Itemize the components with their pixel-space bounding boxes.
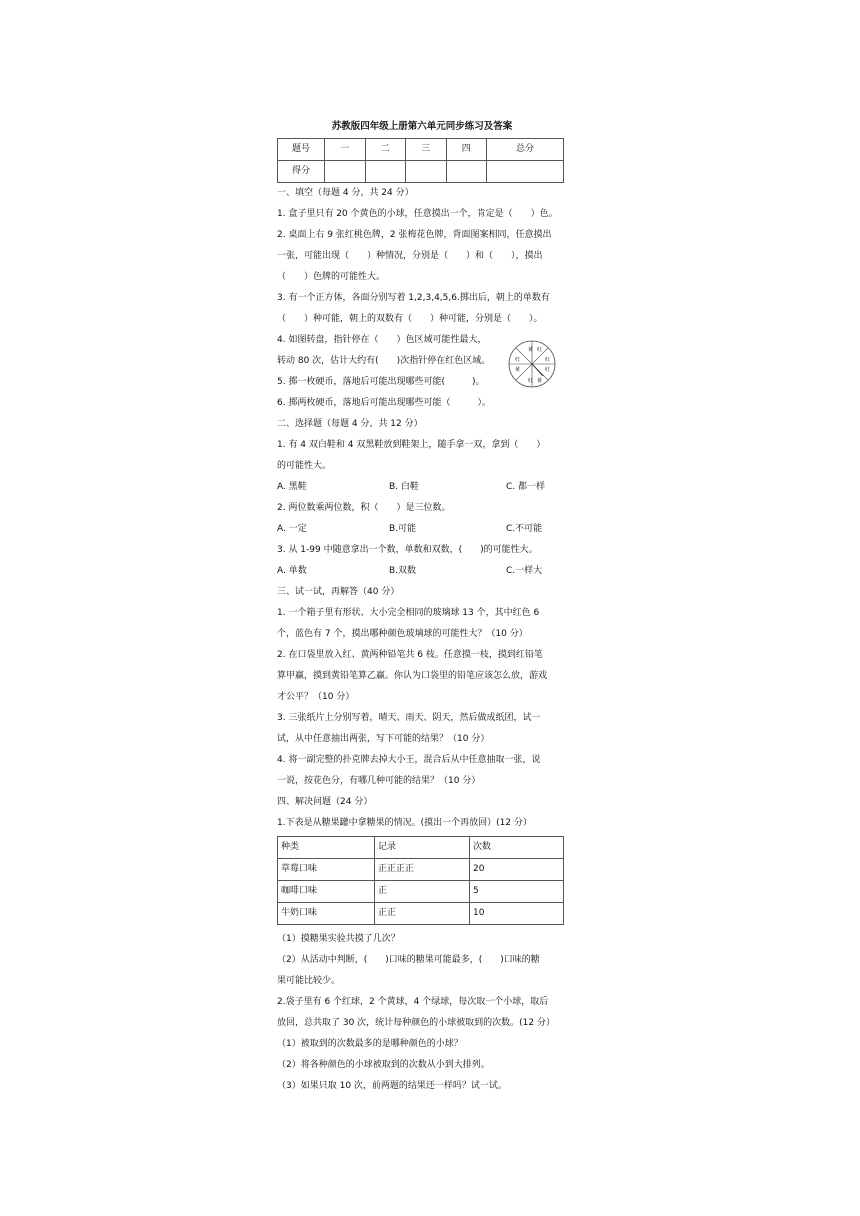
fill-question-1: 1. 盒子里只有 20 个黄色的小球，任意摸出一个，肯定是（ ）色。: [277, 209, 558, 219]
choice-option: A. 一定: [277, 524, 307, 534]
fill-question-3-line-1: 3. 有一个正方体，各面分别写着 1,2,3,4,5,6.掷出后，朝上的单数有: [277, 293, 550, 303]
candy-header-cell: 次数: [470, 837, 564, 859]
score-row-label: 得分: [278, 161, 325, 183]
try-question-1-line-2: 个，蓝色有 7 个，摸出哪种颜色玻璃球的可能性大？（10 分）: [277, 629, 528, 639]
score-cell: [406, 161, 447, 183]
score-header-cell: 题号: [278, 139, 325, 161]
choice-option: A. 单数: [277, 566, 307, 576]
candy-count-cell: 20: [470, 859, 564, 881]
try-question-4-line-1: 4. 将一副完整的扑克牌去掉大小王，混合后从中任意抽取一张，说: [277, 755, 541, 765]
candy-tally-cell: 正正: [375, 903, 470, 925]
score-table: [277, 138, 564, 183]
candy-flavor-cell: 牛奶口味: [278, 903, 375, 925]
fill-question-2-line-2: 一张，可能出现（ ）种情况，分别是（ ）和（ ），摸出: [277, 251, 543, 261]
solve-question-2-line-2: 放回，总共取了 30 次，统计每种颜色的小球被取到的次数。(12 分）: [277, 1018, 555, 1028]
table-row: [278, 859, 564, 881]
solve-question-2-sub-3: （3）如果只取 10 次，前两题的结果还一样吗？试一试。: [277, 1081, 507, 1091]
score-cell: [446, 161, 487, 183]
score-cell: [325, 161, 366, 183]
solve-question-2-sub-2: （2）将各种颜色的小球被取到的次数从小到大排列。: [277, 1060, 490, 1070]
try-question-3-line-1: 3. 三张纸片上分别写着，晴天、雨天、阴天，然后做成纸团，试一: [277, 713, 541, 723]
choice-question-3-options: [277, 561, 567, 582]
try-question-2-line-3: 才公平？（10 分）: [277, 692, 355, 702]
choice-option: B. 白鞋: [389, 482, 419, 492]
candy-tally-cell: 正正正正: [375, 859, 470, 881]
spinner-label: 黄: [537, 378, 543, 384]
table-row: [278, 881, 564, 903]
choice-option: C.一样大: [506, 566, 543, 576]
solve-question-1: 1.下表是从糖果罐中拿糖果的情况。(摸出一个再放回）(12 分）: [277, 818, 532, 828]
try-question-2-line-1: 2. 在口袋里放入红、黄两种铅笔共 6 枝。任意摸一枝，摸到红铅笔: [277, 650, 543, 660]
score-header-cell: 四: [446, 139, 487, 161]
fill-question-4-line-2: 转动 80 次，估计大约有( )次指针停在红色区域。: [277, 356, 491, 366]
solve-question-1-sub-2-line-1: （2）从活动中判断，( )口味的糖果可能最多，( )口味的糖: [277, 955, 540, 965]
worksheet: [277, 118, 567, 1097]
score-cell: [365, 161, 406, 183]
candy-flavor-cell: 咖啡口味: [278, 881, 375, 903]
choice-option: B.可能: [389, 524, 417, 534]
score-cell: [487, 161, 564, 183]
try-question-2-line-2: 算甲赢，摸到黄铅笔算乙赢。你认为口袋里的铅笔应该怎么放，游戏: [277, 671, 548, 681]
try-question-3-line-2: 试，从中任意抽出两张，写下可能的结果？（10 分）: [277, 734, 490, 744]
worksheet-title: 苏教版四年级上册第六单元同步练习及答案: [331, 121, 513, 132]
choice-question-1-line-2: 的可能性大。: [277, 461, 332, 471]
try-question-1-line-1: 1. 一个箱子里有形状、大小完全相同的玻璃球 13 个，其中红色 6: [277, 608, 540, 618]
choice-question-2-options: [277, 519, 567, 540]
score-header-cell: 总分: [487, 139, 564, 161]
candy-count-cell: 10: [470, 903, 564, 925]
try-question-4-line-2: 一说，按花色分，有哪几种可能的结果？（10 分）: [277, 776, 481, 786]
candy-header-cell: 种类: [278, 837, 375, 859]
score-header-cell: 三: [406, 139, 447, 161]
candy-table-header-row: [278, 837, 564, 859]
candy-flavor-cell: 草莓口味: [278, 859, 375, 881]
section-heading-try: 三、试一试，再解答（40 分）: [277, 587, 400, 597]
candy-count-cell: 5: [470, 881, 564, 903]
solve-question-2-line-1: 2.袋子里有 6 个红球，2 个黄球，4 个绿球，每次取一个小球，取后: [277, 997, 549, 1007]
spinner-diagram: [507, 339, 557, 389]
fill-question-3-line-2: （ ）种可能，朝上的双数有（ ）种可能，分别是（ ）。: [277, 314, 543, 324]
choice-option: A. 黑鞋: [277, 482, 307, 492]
fill-question-5: 5. 掷一枚硬币，落地后可能出现哪些可能( )。: [277, 377, 485, 387]
choice-option: C.不可能: [506, 524, 543, 534]
choice-question-1-options: [277, 477, 567, 498]
score-header-cell: 二: [365, 139, 406, 161]
score-table-header-row: [278, 139, 564, 161]
spinner-label: 红: [545, 357, 551, 363]
section-heading-solve: 四、解决问题（24 分）: [277, 797, 373, 807]
fill-question-2-line-3: （ ）色牌的可能性大。: [277, 272, 386, 282]
spinner-label: 红: [545, 367, 551, 373]
solve-question-1-sub-1: （1）摸糖果实验共摸了几次？: [277, 934, 400, 944]
choice-question-2: 2. 两位数乘两位数，积（ ）是三位数。: [277, 503, 451, 513]
choice-question-1-line-1: 1. 有 4 双白鞋和 4 双黑鞋放到鞋架上，随手拿一双，拿到（ ）: [277, 440, 546, 450]
candy-header-cell: 记录: [375, 837, 470, 859]
spinner-label: 红: [537, 347, 543, 353]
fill-question-4-line-1: 4. 如图转盘，指针停在（ ）色区域可能性最大，: [277, 335, 487, 345]
score-table-score-row: [278, 161, 564, 183]
spinner-label: 黄: [528, 347, 534, 353]
fill-question-6: 6. 掷两枚硬币，落地后可能出现哪些可能（ ）。: [277, 398, 491, 408]
choice-question-3: 3. 从 1-99 中随意拿出一个数，单数和双数，( )的可能性大。: [277, 545, 538, 555]
solve-question-2-sub-1: （1）被取到的次数最多的是哪种颜色的小球？: [277, 1039, 463, 1049]
fill-question-2-line-1: 2. 桌面上右 9 张红桃色牌，2 张梅花色牌，背面图案相同，任意摸出: [277, 230, 552, 240]
spinner-label: 红: [528, 378, 534, 384]
spinner-label: 黄: [515, 367, 521, 373]
section-heading-choice: 二、选择题（每题 4 分，共 12 分）: [277, 419, 423, 429]
spinner-pointer: [532, 364, 543, 376]
solve-question-1-sub-2-line-2: 果可能比较少。: [277, 976, 341, 986]
candy-table: [277, 836, 564, 925]
score-header-cell: 一: [325, 139, 366, 161]
choice-option: C. 都一样: [506, 482, 546, 492]
section-heading-fill: 一、填空（每题 4 分，共 24 分）: [277, 188, 414, 198]
candy-tally-cell: 正: [375, 881, 470, 903]
table-row: [278, 903, 564, 925]
choice-option: B.双数: [389, 566, 417, 576]
spinner-label: 红: [515, 357, 521, 363]
